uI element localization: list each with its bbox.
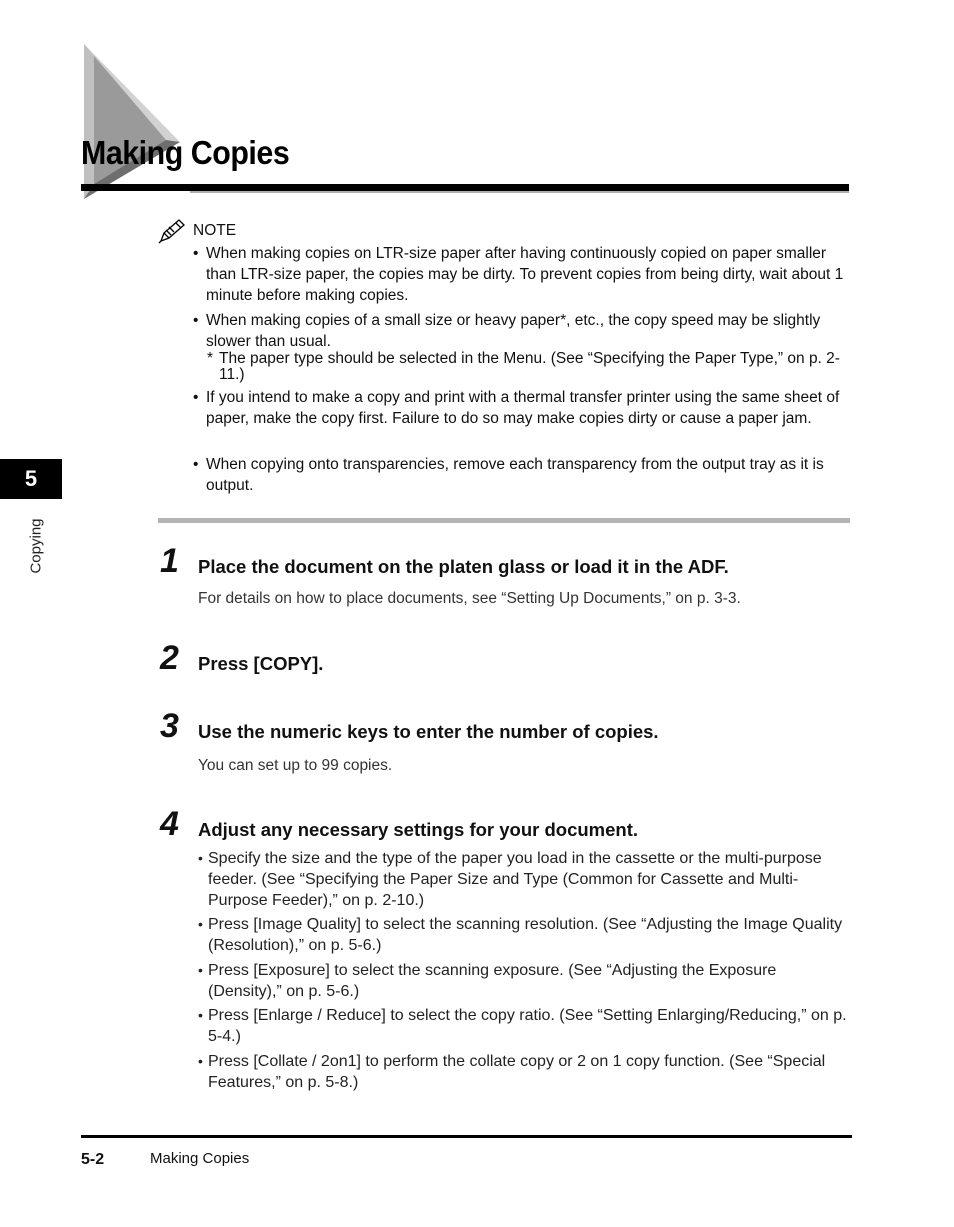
chapter-tab — [0, 459, 62, 499]
bullet: • — [193, 245, 199, 262]
step-heading: Use the numeric keys to enter the number of copies. — [198, 721, 659, 742]
page-title: Making Copies — [81, 134, 290, 171]
bullet: • — [198, 1053, 203, 1069]
bullet: • — [198, 962, 203, 978]
page-number: 5-2 — [81, 1151, 105, 1168]
chapter-label — [23, 510, 49, 582]
bullet: • — [193, 456, 199, 473]
chapter-number: 5 — [24, 466, 38, 491]
pencil-icon — [158, 218, 186, 244]
step-number: 3 — [160, 707, 179, 745]
footnote-mark: * — [207, 350, 214, 367]
step-number: 4 — [160, 805, 179, 843]
note-item: • When copying onto transparencies, remove each transparency from the output tray as it is output. — [193, 456, 824, 494]
title-rule-shadow — [190, 191, 849, 193]
step-heading: Press [COPY]. — [198, 653, 324, 674]
section-divider — [158, 518, 850, 523]
step-heading: Place the document on the platen glass or load it in the ADF. — [198, 556, 729, 577]
list-item: • Press [Exposure] to select the scanning exposure. (See “Adjusting the Exposure (Density),” on p. 5-6.) — [198, 962, 777, 1000]
title-rule — [81, 184, 849, 191]
note-item: • If you intend to make a copy and print with a thermal transfer printer using the same sheet of paper, make the copy first. Failure to do so may make copies dirty or cause a paper jam. — [193, 389, 840, 427]
step-heading: Adjust any necessary settings for your document. — [198, 819, 638, 840]
note-item: • When making copies of a small size or heavy paper*, etc., the copy speed may be slightly slower than usual. — [193, 312, 821, 350]
bullet: • — [193, 312, 199, 329]
step-number: 1 — [160, 542, 179, 580]
step-description: For details on how to place documents, see “Setting Up Documents,” on p. 3-3. — [198, 590, 741, 607]
note-item: • When making copies on LTR-size paper after having continuously copied on paper smaller than LTR-size paper, the copies may be dirty. To prevent copies from being dirty, wait about 1 minute before making copies. — [193, 245, 844, 304]
footer-section-title: Making Copies — [150, 1150, 250, 1167]
list-item: • Specify the size and the type of the paper you load in the cassette or the multi-purpose feeder. (See “Specifying the Paper Size and Type (Common for Cassette and Multi-Purpose Feeder),” on p. 2-10.) — [198, 850, 822, 909]
header-triangle-graphic — [80, 44, 190, 204]
step-number: 2 — [160, 639, 179, 677]
step-description: You can set up to 99 copies. — [198, 757, 393, 774]
note-label: NOTE — [193, 222, 237, 239]
bullet: • — [198, 916, 203, 932]
list-item: • Press [Image Quality] to select the scanning resolution. (See “Adjusting the Image Quality (Resolution),” on p. 5-6.) — [198, 916, 843, 954]
bullet: • — [193, 389, 199, 406]
bullet: • — [198, 850, 203, 866]
list-item: • Press [Enlarge / Reduce] to select the copy ratio. (See “Setting Enlarging/Reducing,” on p. 5-4.) — [198, 1007, 847, 1045]
list-item: • Press [Collate / 2on1] to perform the collate copy or 2 on 1 copy function. (See “Special Features,” on p. 5-8.) — [198, 1053, 826, 1091]
note-footnote: * The paper type should be selected in the Menu. (See “Specifying the Paper Type,” on p. 2-11.) — [207, 350, 840, 383]
bullet: • — [198, 1007, 203, 1023]
chapter-label-text: Copying — [27, 518, 45, 574]
footer-rule — [81, 1135, 852, 1138]
